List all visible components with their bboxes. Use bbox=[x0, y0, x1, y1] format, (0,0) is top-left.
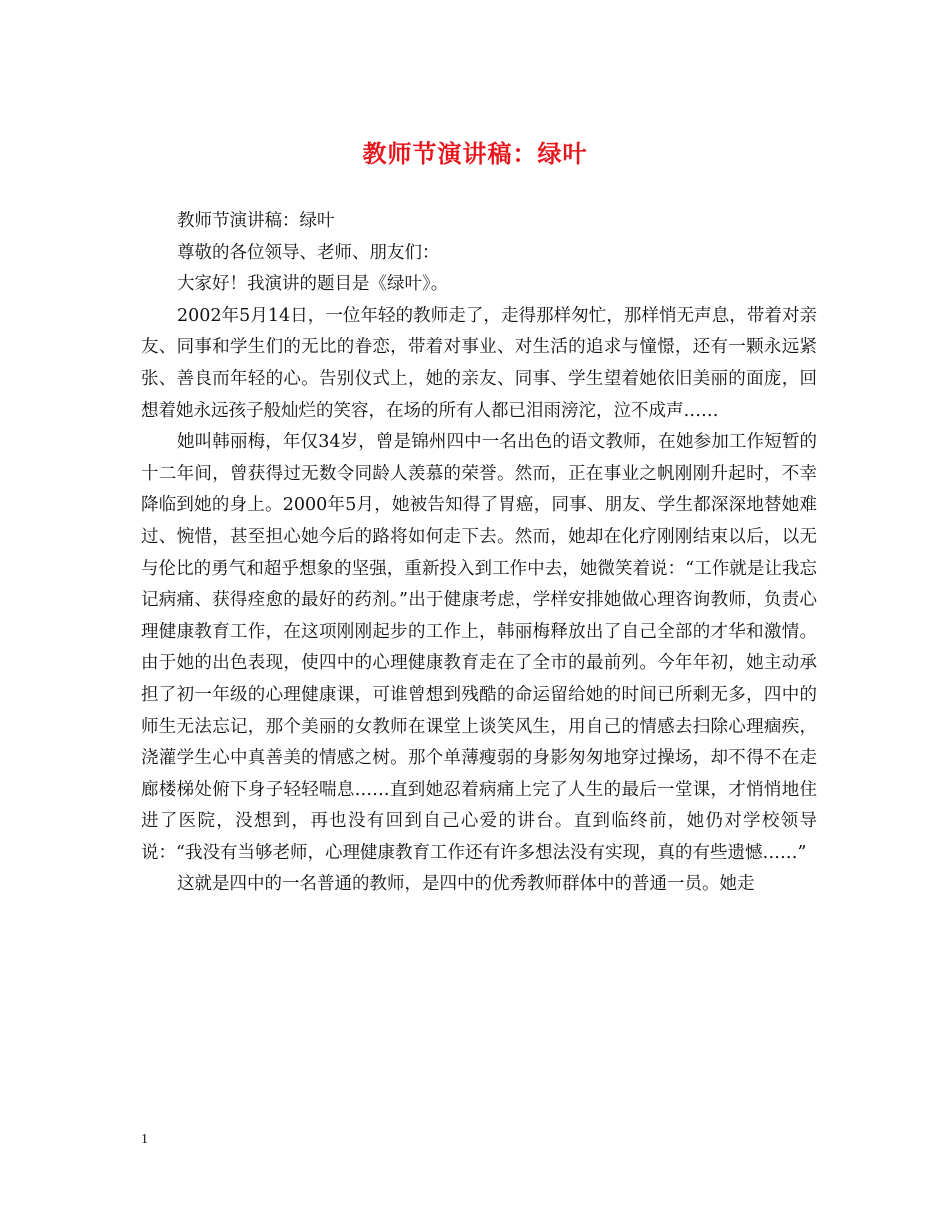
document-title: 教师节演讲稿：绿叶 bbox=[362, 139, 588, 168]
paragraph-biography: 她叫韩丽梅，年仅34岁，曾是锦州四中一名出色的语文教师，在她参加工作短暂的十二年间，曾获得过无数令同龄人羡慕的荣誉。然而，正在事业之帆刚刚升起时，不幸降临到她的身上。2000年5月，她被告知得了胃癌，同事、朋友、学生都深深地替她难过、惋惜，甚至担心她今后的路将如何走下去。然而，她却在化疗刚刚结束以后，以无与伦比的勇气和超乎想象的坚强，重新投入到工作中去，她微笑着说：“工作就是让我忘记病痛、获得痊愈的最好的药剂。”出于健康考虑，学样安排她做心理咨询教师，负责心理健康教育工作，在这项刚刚起步的工作上，韩丽梅释放出了自己全部的才华和激情。由于她的出色表现，使四中的心理健康教育走在了全市的最前列。今年年初，她主动承担了初一年级的心理健康课，可谁曾想到残酷的命运留给她的时间已所剩无多，四中的师生无法忘记，那个美丽的女教师在课堂上谈笑风生，用自己的情感去扫除心理痼疾，浇灌学生心中真善美的情感之树。那个单薄瘦弱的身影匆匆地穿过操场，却不得不在走廊楼梯处俯下身子轻轻喘息……直到她忍着病痛上完了人生的最后一堂课，才悄悄地住进了医院，没想到，再也没有回到自己心爱的讲台。直到临终前，她仍对学校领导说：“我没有当够老师，心理健康教育工作还有许多想法没有实现，真的有些遗憾……” bbox=[141, 432, 817, 863]
paragraph-conclusion: 这就是四中的一名普通的教师，是四中的优秀教师群体中的普通一员。她走 bbox=[177, 874, 755, 895]
document-body bbox=[141, 206, 817, 901]
page-number: 1 bbox=[141, 1132, 148, 1147]
paragraph-greeting: 大家好！我演讲的题目是《绿叶》。 bbox=[177, 274, 449, 295]
paragraph-farewell: 2002年5月14日，一位年轻的教师走了，走得那样匆忙，那样悄无声息，带着对亲友、同事和学生们的无比的眷恋，带着对事业、对生活的追求与憧憬，还有一颗永远紧张、善良而年轻的心。告别仪式上，她的亲友、同事、学生望着她依旧美丽的面庞，回想着她永远孩子般灿烂的笑容，在场的所有人都已泪雨滂沱，泣不成声…… bbox=[141, 305, 817, 421]
paragraph-salutation: 尊敬的各位领导、老师、朋友们： bbox=[177, 242, 440, 263]
paragraph-subtitle: 教师节演讲稿：绿叶 bbox=[177, 211, 335, 231]
